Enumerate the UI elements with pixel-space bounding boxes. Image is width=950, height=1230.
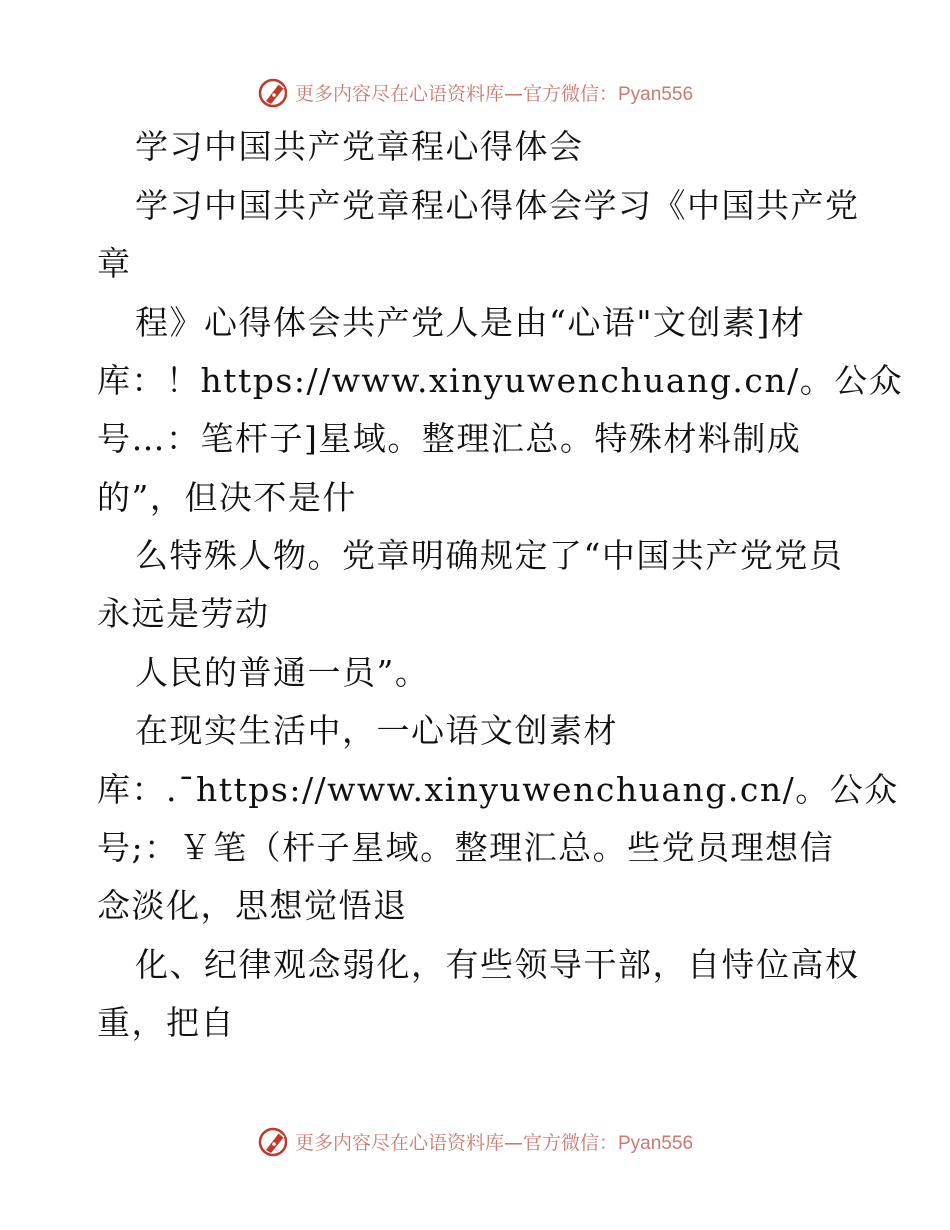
- text-line: 重，把自: [97, 1003, 235, 1042]
- text-line: 学习中国共产党章程心得体会学习《中国共产党: [135, 186, 860, 225]
- banner-text: [295, 1128, 693, 1155]
- text-line: 永远是劳动: [97, 594, 270, 633]
- banner-separator: —: [503, 1131, 523, 1154]
- text-line: 的”，但决不是什: [97, 478, 357, 517]
- document-title: 学习中国共产党章程心得体会: [135, 127, 584, 166]
- text-line: 号…：笔杆子]星域。整理汇总。特殊材料制成: [97, 419, 802, 458]
- banner-wechat-label: 官方微信：: [522, 1131, 618, 1154]
- text-line: 库：！https://www.xinyuwenchuang.cn/。公众: [97, 361, 904, 400]
- header-banner: [0, 72, 950, 112]
- text-line: 程》心得体会共产党人是由“心语"文创素]材: [135, 303, 806, 342]
- banner-wechat-label: 官方微信：: [522, 82, 618, 105]
- banner-wechat-id: Pyan556: [618, 83, 694, 105]
- text-line: 人民的普通一员”。: [135, 653, 430, 692]
- text-line: 在现实生活中，一心语文创素材: [135, 711, 618, 750]
- banner-wechat-id: Pyan556: [618, 1132, 694, 1154]
- banner-site-text: 更多内容尽在心语资料库: [294, 1131, 504, 1154]
- banner-separator: —: [503, 82, 523, 105]
- text-line: 么特殊人物。党章明确规定了“中国共产党党员: [135, 536, 844, 575]
- pen-nib-logo-icon: [257, 1124, 291, 1158]
- text-line: 化、纪律观念弱化，有些领导干部，自恃位高权: [135, 945, 860, 984]
- text-line: 库：.¯https://www.xinyuwenchuang.cn/。公众: [97, 770, 899, 809]
- text-line: 号;：￥笔（杆子星域。整理汇总。些党员理想信: [97, 828, 835, 867]
- footer-banner: [0, 1121, 950, 1161]
- text-line: 念淡化，思想觉悟退: [97, 886, 408, 925]
- pen-nib-logo-icon: [257, 75, 291, 109]
- banner-text: [295, 79, 693, 106]
- text-line: 章: [97, 244, 132, 283]
- banner-site-text: 更多内容尽在心语资料库: [294, 82, 504, 105]
